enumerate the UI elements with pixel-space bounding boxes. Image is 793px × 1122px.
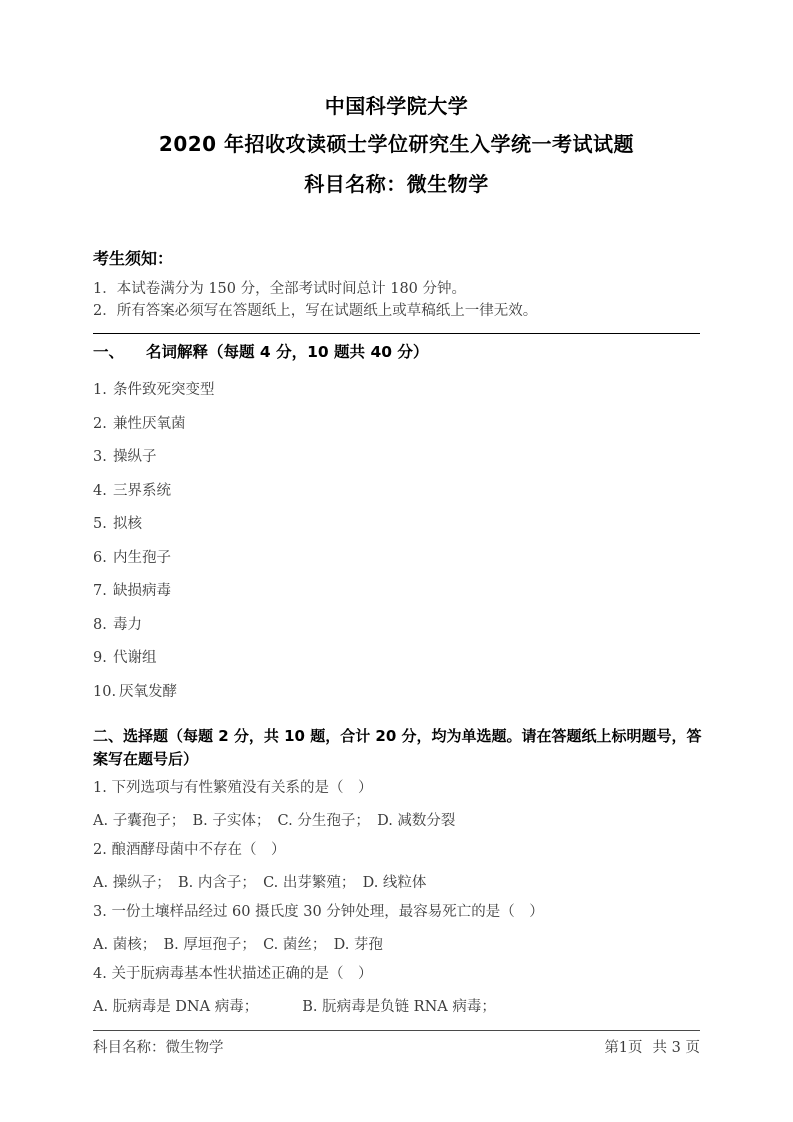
- section-one-index: 一、: [93, 343, 125, 361]
- footer-pagination: [604, 1036, 700, 1060]
- footer-row: [93, 1031, 700, 1060]
- question-item: [93, 963, 700, 1018]
- term-text: 条件致死突变型: [113, 382, 215, 398]
- term-list: [93, 374, 700, 709]
- term-item: [93, 441, 700, 475]
- term-number: 1.: [93, 382, 107, 398]
- section-two-heading: 二、选择题（每题 2 分，共 10 题，合计 20 分，均为单选题。请在答题纸上标明题号，答案写在题号后）: [93, 727, 702, 768]
- term-text: 厌氧发酵: [119, 683, 177, 700]
- option-b: B. 朊病毒是负链 RNA 病毒；: [302, 999, 496, 1015]
- term-number: 8.: [93, 616, 107, 633]
- term-number: 5.: [93, 516, 107, 532]
- term-item: [93, 475, 700, 509]
- notice-item-1: 1．本试卷满分为 150 分，全部考试时间总计 180 分钟。: [93, 281, 467, 297]
- term-text: 三界系统: [113, 482, 171, 499]
- term-number: 7.: [93, 583, 107, 599]
- term-item: [93, 408, 700, 442]
- question-options: A. 操纵子； B. 内含子； C. 出芽繁殖； D. 线粒体: [93, 875, 427, 891]
- term-text: 兼性厌氧菌: [113, 415, 186, 432]
- term-number: 9.: [93, 650, 107, 666]
- title-block: [0, 0, 793, 204]
- question-options: [93, 996, 700, 1018]
- footer-page-current: 第1页: [604, 1040, 643, 1056]
- term-item: [93, 676, 700, 710]
- question-stem: 2. 酿酒酵母菌中不存在（ ）: [93, 842, 286, 858]
- page-footer: [93, 1030, 700, 1060]
- term-number: 6.: [93, 549, 107, 566]
- notice-divider: [93, 333, 700, 334]
- section-one-heading-text: 名词解释（每题 4 分，10 题共 40 分）: [146, 343, 429, 361]
- university-title: 中国科学院大学: [324, 94, 469, 118]
- question-stem: 1. 下列选项与有性繁殖没有关系的是（ ）: [93, 780, 373, 796]
- question-item: [93, 839, 700, 894]
- question-item: [93, 777, 700, 832]
- notice-heading: 考生须知：: [93, 249, 174, 268]
- term-text: 拟核: [113, 516, 142, 532]
- question-stem: 3. 一份土壤样品经过 60 摄氏度 30 分钟处理，最容易死亡的是（ ）: [93, 904, 544, 920]
- paper-content: [93, 246, 700, 1018]
- term-item: [93, 575, 700, 609]
- question-item: [93, 901, 700, 956]
- question-options: A. 菌核； B. 厚垣孢子； C. 菌丝； D. 芽孢: [93, 937, 383, 953]
- question-options: A. 子囊孢子； B. 子实体； C. 分生孢子； D. 减数分裂: [93, 813, 456, 829]
- term-item: [93, 542, 700, 576]
- term-text: 内生孢子: [113, 549, 171, 566]
- question-list: [93, 777, 700, 1018]
- term-item: [93, 609, 700, 643]
- term-number: 2.: [93, 415, 107, 432]
- term-number: 10.: [93, 683, 117, 700]
- term-number: 3.: [93, 449, 107, 465]
- term-number: 4.: [93, 482, 107, 499]
- term-item: [93, 374, 700, 408]
- option-a: A. 朊病毒是 DNA 病毒；: [93, 999, 259, 1015]
- section-one-heading: [93, 341, 700, 364]
- footer-subject: 科目名称：微生物学: [93, 1040, 224, 1056]
- term-item: [93, 642, 700, 676]
- notice-list: [93, 278, 700, 322]
- term-text: 操纵子: [113, 449, 157, 465]
- term-item: [93, 508, 700, 542]
- term-text: 缺损病毒: [113, 583, 171, 599]
- subject-title: 科目名称：微生物学: [304, 172, 489, 196]
- exam-title: 2020 年招收攻读硕士学位研究生入学统一考试试题: [158, 132, 635, 156]
- question-stem: 4. 关于朊病毒基本性状描述正确的是（ ）: [93, 966, 373, 982]
- notice-item-2: 2．所有答案必须写在答题纸上，写在试题纸上或草稿纸上一律无效。: [93, 303, 538, 319]
- term-text: 代谢组: [113, 650, 157, 666]
- term-text: 毒力: [113, 616, 142, 633]
- footer-page-total: 共 3 页: [652, 1040, 700, 1056]
